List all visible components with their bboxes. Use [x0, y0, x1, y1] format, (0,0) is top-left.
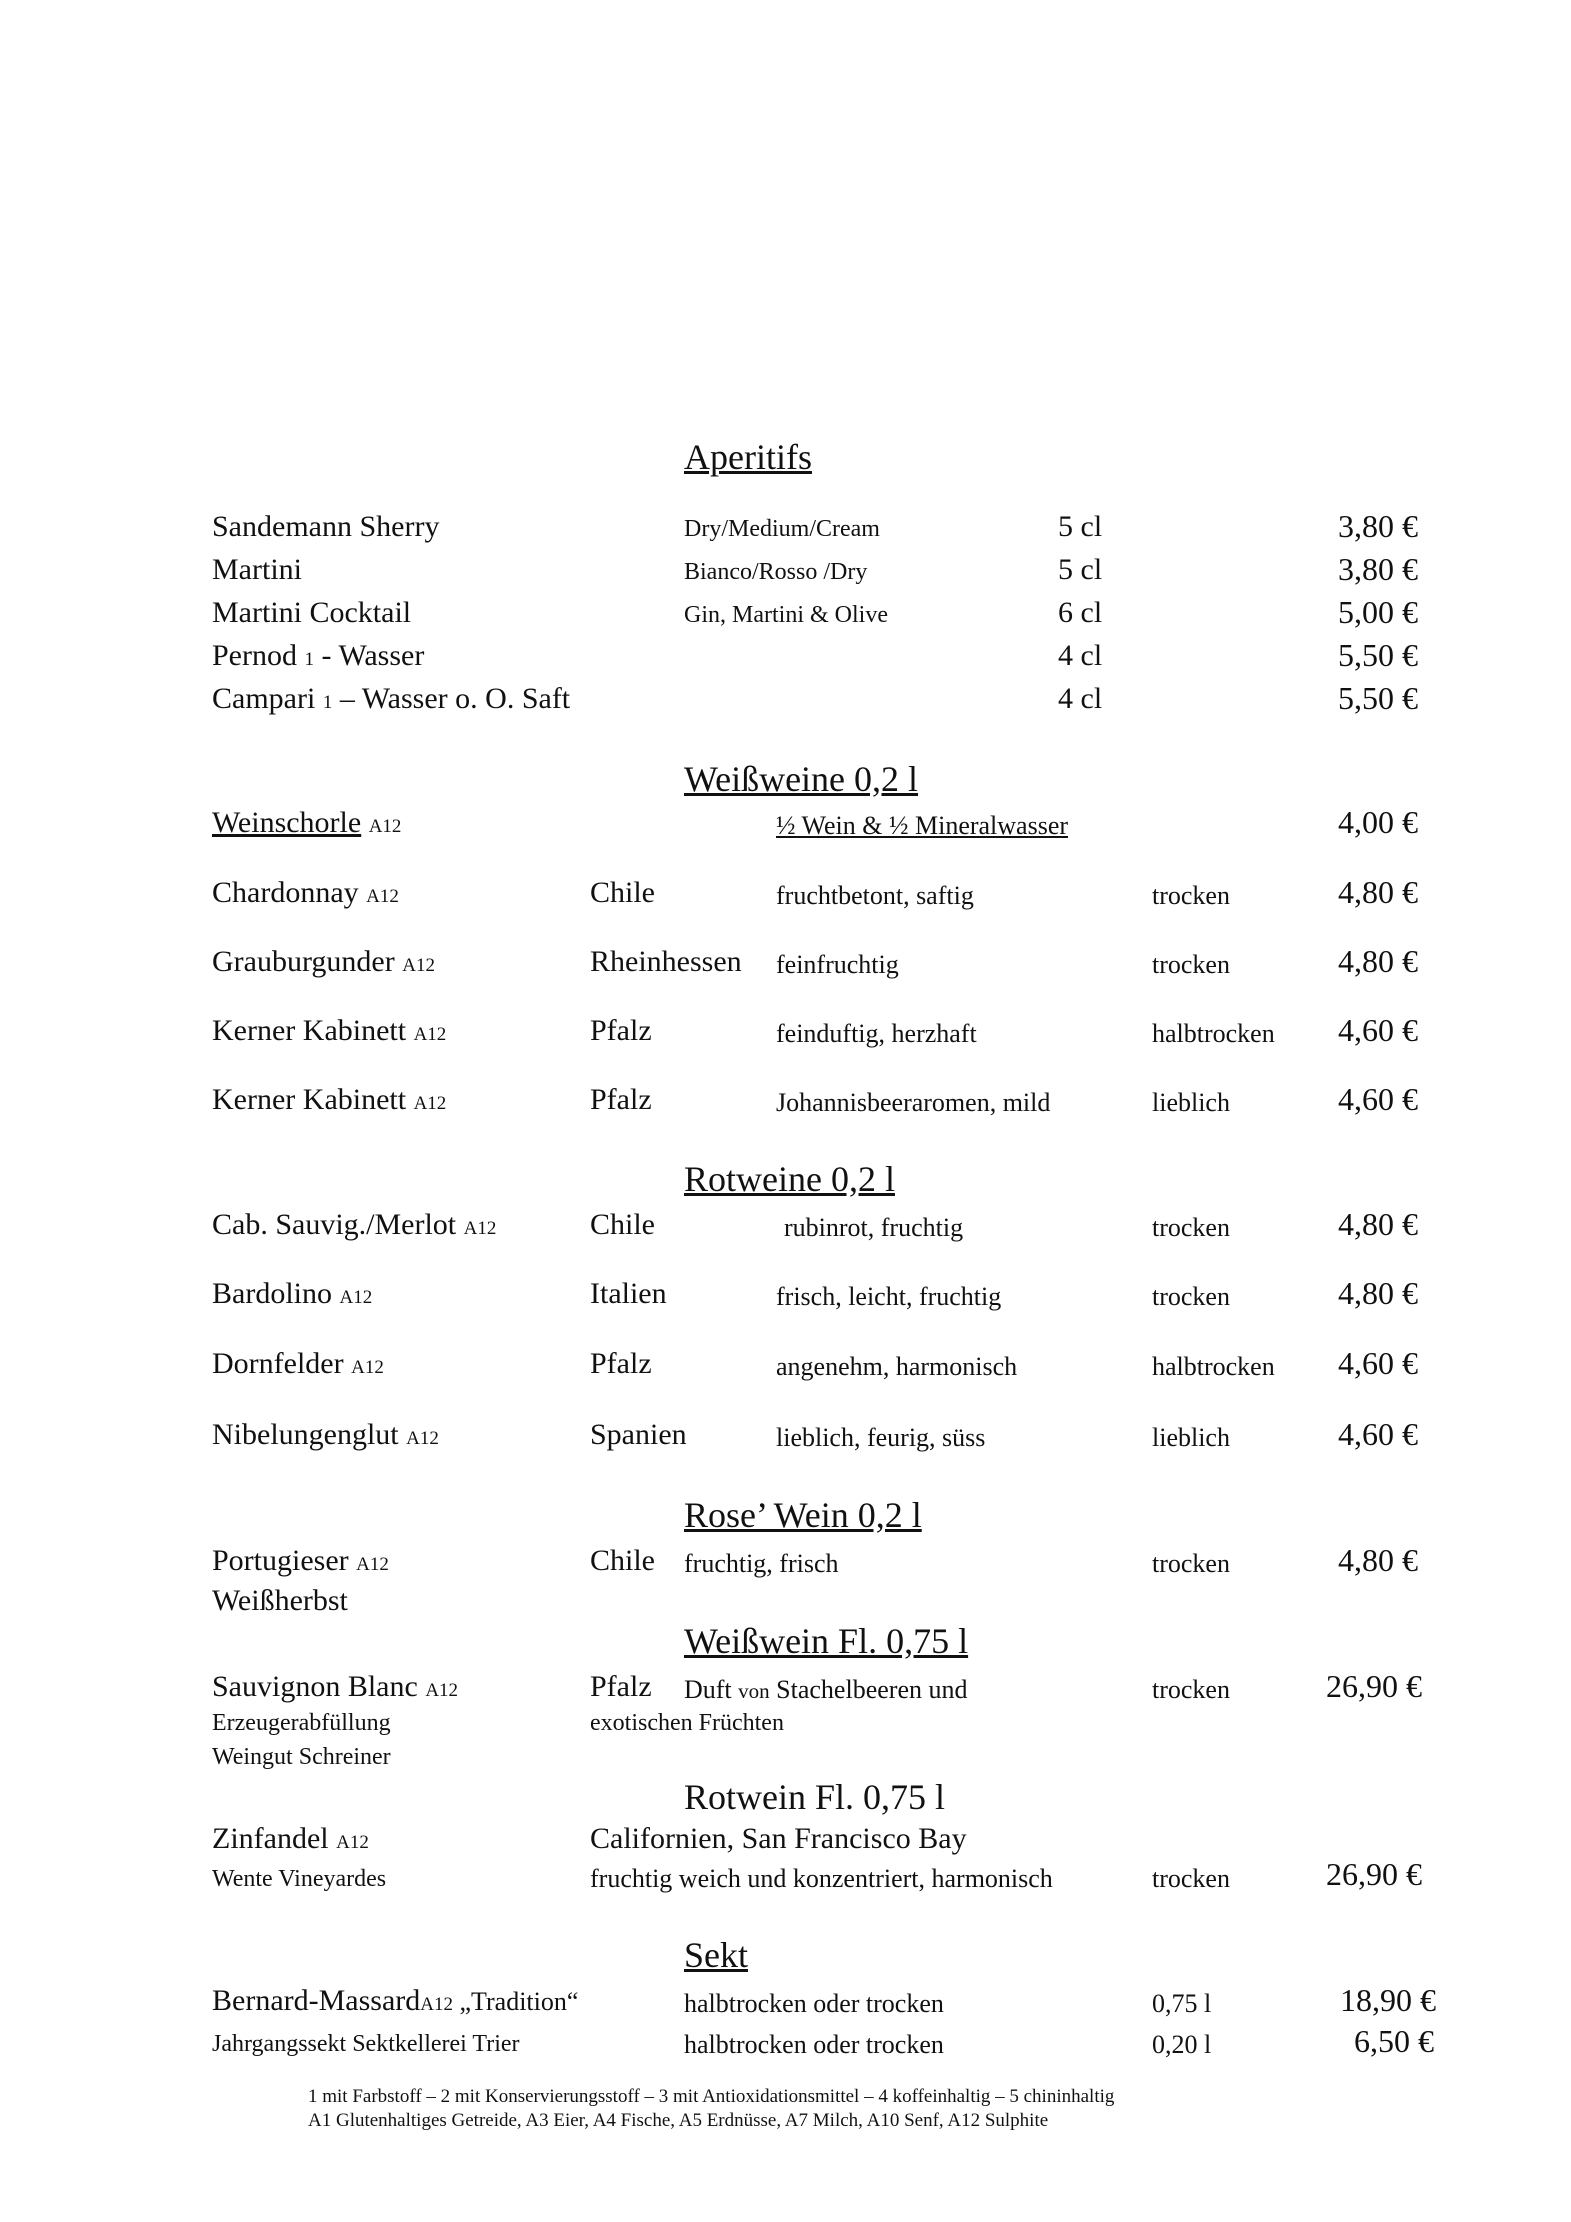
aperitifs-heading: Aperitifs — [684, 437, 812, 477]
wine-price: 4,80 € — [1338, 943, 1418, 979]
wine-price: 26,90 € — [1326, 1668, 1422, 1704]
wine-name-text: Cab. Sauvig./Merlot — [212, 1208, 457, 1241]
weissweine-heading: Weißweine 0,2 l — [684, 759, 919, 799]
wine-description: frisch, leicht, fruchtig — [776, 1282, 1002, 1311]
wine-origin: Chile — [590, 1544, 655, 1577]
wine-description: lieblich, feurig, süss — [776, 1423, 986, 1452]
allergen-code: A12 — [402, 955, 435, 976]
wine-origin: Rheinhessen — [590, 945, 742, 978]
allergen-code: A12 — [368, 816, 402, 837]
wine-price: 4,60 € — [1338, 1012, 1418, 1048]
wine-price: 4,80 € — [1338, 874, 1418, 910]
aperitif-price: 5,50 € — [1338, 637, 1418, 673]
aperitif-name: Martini Cocktail — [212, 596, 412, 629]
wine-name — [212, 1418, 439, 1452]
wine-origin: Pfalz — [590, 1014, 652, 1047]
rotweine-heading: Rotweine 0,2 l — [684, 1159, 895, 1199]
wine-name — [212, 1822, 369, 1856]
sekt-price: 6,50 € — [1354, 2023, 1434, 2059]
sekt-name-extra: „Tradition“ — [453, 1987, 579, 2016]
aperitif-size: 5 cl — [1058, 510, 1103, 543]
wine-origin: Chile — [590, 1208, 655, 1241]
wine-description: fruchtig weich und konzentriert, harmonisch — [590, 1864, 1053, 1893]
wine-name-text: Kerner Kabinett — [212, 1083, 407, 1116]
wine-taste: trocken — [1152, 1864, 1230, 1893]
wine-description: fruchtbetont, saftig — [776, 881, 974, 910]
aperitif-variant: Bianco/Rosso /Dry — [684, 559, 868, 585]
allergen-code: A12 — [356, 1554, 389, 1575]
wine-name — [212, 1347, 384, 1381]
wine-name-text: Kerner Kabinett — [212, 1014, 407, 1047]
wine-taste: trocken — [1152, 881, 1230, 910]
wine-description: ½ Wein & ½ Mineralwasser — [776, 811, 1069, 840]
wine-name-text: Portugieser — [212, 1544, 349, 1577]
wine-price: 4,60 € — [1338, 1345, 1418, 1381]
sekt-price: 18,90 € — [1340, 1982, 1436, 2018]
wine-taste: trocken — [1152, 950, 1230, 979]
wine-name-line2: Weißherbst — [212, 1584, 348, 1617]
wine-origin: Italien — [590, 1277, 667, 1310]
wine-price: 26,90 € — [1326, 1856, 1422, 1892]
wine-origin: Spanien — [590, 1418, 687, 1451]
wine-name-text: Bardolino — [212, 1277, 332, 1310]
wine-origin: Chile — [590, 876, 655, 909]
allergen-code: A12 — [463, 1218, 497, 1239]
allergen-code: A12 — [425, 1680, 459, 1701]
wine-description: rubinrot, fruchtig — [784, 1213, 964, 1242]
wine-price: 4,80 € — [1338, 1275, 1418, 1311]
aperitif-price: 3,80 € — [1338, 551, 1418, 587]
allergen-code: A12 — [351, 1357, 384, 1378]
allergen-code: A12 — [366, 886, 399, 907]
wine-description-line2: exotischen Früchten — [590, 1710, 784, 1736]
wine-name — [212, 945, 435, 979]
wine-taste: trocken — [1152, 1675, 1230, 1704]
aperitif-variant: Gin, Martini & Olive — [684, 602, 888, 628]
aperitif-price: 5,50 € — [1338, 680, 1418, 716]
additive-ref: 1 — [322, 692, 333, 713]
wine-name — [212, 1277, 372, 1311]
wine-description: fruchtig, frisch — [684, 1549, 839, 1578]
allergen-code: A12 — [420, 1994, 453, 2015]
allergens-footnote: A1 Glutenhaltiges Getreide, A3 Eier, A4 Fische, A5 Erdnüsse, A7 Milch, A10 Senf, A12 Sulphite — [308, 2110, 1049, 2131]
aperitif-price: 3,80 € — [1338, 508, 1418, 544]
wine-description-a: Duft — [684, 1675, 732, 1704]
aperitif-price: 5,00 € — [1338, 594, 1418, 630]
aperitif-size: 5 cl — [1058, 553, 1103, 586]
sekt-name — [212, 1984, 578, 2018]
wine-origin: Californien, San Francisco Bay — [590, 1822, 967, 1855]
wine-name-text: Weinschorle — [212, 806, 362, 839]
sekt-description: halbtrocken oder trocken — [684, 2030, 944, 2059]
sekt-description: halbtrocken oder trocken — [684, 1989, 944, 2018]
aperitif-name-main: Pernod — [212, 639, 297, 672]
wine-producer: Weingut Schreiner — [212, 1744, 391, 1770]
sekt-heading: Sekt — [684, 1935, 749, 1975]
wine-description-von: von — [738, 1679, 770, 1703]
wine-name — [212, 1083, 446, 1117]
wine-taste: trocken — [1152, 1549, 1230, 1578]
aperitif-name-main: Campari — [212, 682, 316, 715]
sekt-size: 0,20 l — [1152, 2030, 1212, 2059]
wine-name — [212, 806, 401, 840]
wine-taste: halbtrocken — [1152, 1352, 1275, 1381]
wine-description: feinfruchtig — [776, 950, 899, 979]
wine-description — [684, 1675, 967, 1705]
wine-name — [212, 1208, 496, 1242]
wine-origin: Pfalz — [590, 1670, 652, 1703]
wine-name — [212, 1014, 446, 1048]
wine-name — [212, 1544, 389, 1578]
wine-taste: lieblich — [1152, 1423, 1230, 1452]
wine-taste: halbtrocken — [1152, 1019, 1275, 1048]
sekt-name: Jahrgangssekt Sektkellerei Trier — [212, 2031, 520, 2057]
allergen-code: A12 — [413, 1024, 447, 1045]
additive-ref: 1 — [304, 649, 314, 670]
rotwein-flasche-heading: Rotwein Fl. 0,75 l — [684, 1777, 946, 1817]
wine-description: Johannisbeeraromen, mild — [776, 1088, 1051, 1117]
weisswein-flasche-heading: Weißwein Fl. 0,75 l — [684, 1621, 969, 1661]
wine-description: angenehm, harmonisch — [776, 1352, 1018, 1381]
allergen-code: A12 — [406, 1428, 439, 1449]
wine-price: 4,00 € — [1338, 804, 1418, 840]
wine-name-text: Zinfandel — [212, 1822, 329, 1855]
aperitif-name-suffix: - Wasser — [321, 639, 425, 672]
aperitif-name: Martini — [212, 553, 302, 586]
aperitif-name — [212, 682, 570, 716]
wine-name — [212, 876, 399, 910]
additives-footnote: 1 mit Farbstoff – 2 mit Konservierungsstoff – 3 mit Antioxidationsmittel – 4 koffeinhaltig – 5 chininhaltig — [308, 2086, 1115, 2107]
aperitif-size: 6 cl — [1058, 596, 1103, 629]
wine-producer-note: Erzeugerabfüllung — [212, 1710, 391, 1736]
wine-name-text: Sauvignon Blanc — [212, 1670, 418, 1703]
allergen-code: A12 — [413, 1093, 447, 1114]
sekt-name-text: Bernard-Massard — [212, 1984, 421, 2017]
aperitif-variant: Dry/Medium/Cream — [684, 516, 880, 542]
allergen-code: A12 — [336, 1832, 369, 1853]
wine-description-b: Stachelbeeren und — [776, 1675, 968, 1704]
wine-name-text: Chardonnay — [212, 876, 359, 909]
aperitif-name-suffix: – Wasser o. O. Saft — [339, 682, 571, 715]
wine-taste: trocken — [1152, 1213, 1230, 1242]
wine-taste: trocken — [1152, 1282, 1230, 1311]
wine-name-text: Grauburgunder — [212, 945, 395, 978]
aperitif-size: 4 cl — [1058, 639, 1103, 672]
wine-price: 4,60 € — [1338, 1081, 1418, 1117]
wine-name-text: Nibelungenglut — [212, 1418, 399, 1451]
wine-origin: Pfalz — [590, 1347, 652, 1380]
sekt-size: 0,75 l — [1152, 1989, 1212, 2018]
wine-description: feinduftig, herzhaft — [776, 1019, 977, 1048]
aperitif-size: 4 cl — [1058, 682, 1103, 715]
wine-name — [212, 1670, 458, 1704]
aperitif-name — [212, 639, 424, 673]
wine-name-text: Dornfelder — [212, 1347, 344, 1380]
wine-taste: lieblich — [1152, 1088, 1230, 1117]
wine-price: 4,60 € — [1338, 1416, 1418, 1452]
aperitif-name: Sandemann Sherry — [212, 510, 440, 543]
wine-origin: Pfalz — [590, 1083, 652, 1116]
allergen-code: A12 — [339, 1287, 373, 1308]
rose-heading: Rose’ Wein 0,2 l — [684, 1495, 922, 1535]
wine-price: 4,80 € — [1338, 1542, 1418, 1578]
wine-price: 4,80 € — [1338, 1206, 1418, 1242]
wine-producer: Wente Vineyardes — [212, 1866, 387, 1892]
